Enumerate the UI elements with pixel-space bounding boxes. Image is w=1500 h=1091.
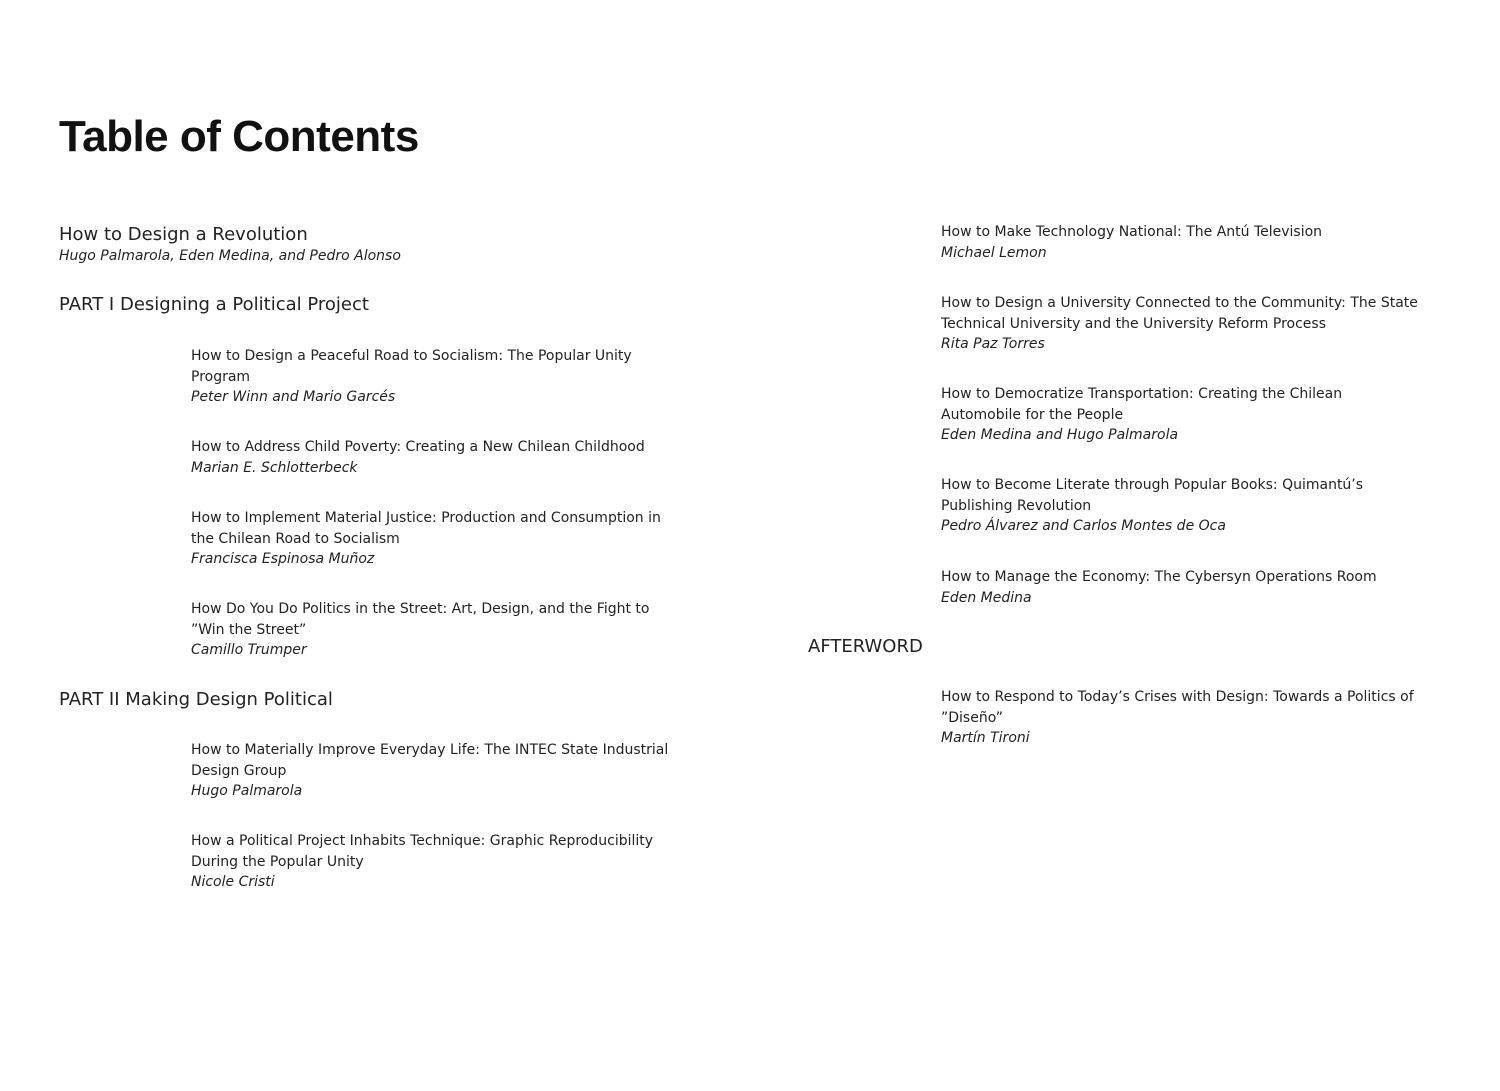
- entry-title-cont: Technical University and the University Reform Process: [941, 315, 1327, 332]
- toc-entry: [191, 508, 711, 570]
- toc-entry: [191, 740, 711, 802]
- entry-authors: Pedro Álvarez and Carlos Montes de Oca: [941, 518, 1226, 534]
- toc-entry: [941, 687, 1461, 749]
- entry-authors: Michael Lemon: [941, 244, 1047, 261]
- entry-title: How a Political Project Inhabits Technique: Graphic Reproducibility: [191, 833, 654, 849]
- afterword-heading: AFTERWORD: [808, 636, 923, 657]
- entry-authors: Eden Medina and Hugo Palmarola: [941, 427, 1179, 443]
- entry-title: How to Become Literate through Popular Books: Quimantú’s: [941, 477, 1364, 493]
- entry-authors: Rita Paz Torres: [941, 336, 1045, 352]
- entry-authors: Nicole Cristi: [191, 874, 275, 890]
- entry-title-cont: the Chilean Road to Socialism: [191, 530, 400, 547]
- toc-entry: [941, 567, 1461, 608]
- entry-title-cont: ”Diseño”: [941, 709, 1004, 726]
- part1-heading: PART I Designing a Political Project: [59, 294, 369, 315]
- entry-authors: Marian E. Schlotterbeck: [191, 459, 358, 476]
- entry-title-cont: Design Group: [191, 762, 287, 779]
- entry-title-cont: Program: [191, 368, 251, 385]
- entry-title-cont: Automobile for the People: [941, 406, 1124, 423]
- entry-title: How to Implement Material Justice: Production and Consumption in: [191, 510, 661, 526]
- entry-authors: Hugo Palmarola: [191, 783, 303, 799]
- intro-authors: Hugo Palmarola, Eden Medina, and Pedro Alonso: [59, 248, 401, 264]
- entry-title: How to Democratize Transportation: Creating the Chilean: [941, 386, 1343, 402]
- entry-title: How to Address Child Poverty: Creating a New Chilean Childhood: [191, 439, 645, 455]
- entry-title-cont: During the Popular Unity: [191, 853, 364, 870]
- entry-title: How to Materially Improve Everyday Life: The INTEC State Industrial: [191, 742, 669, 758]
- entry-authors: Camillo Trumper: [191, 642, 307, 658]
- entry-title: How to Design a University Connected to the Community: The State: [941, 295, 1418, 311]
- entry-title: How to Respond to Today’s Crises with Design: Towards a Politics of: [941, 689, 1414, 705]
- toc-entry: [941, 384, 1461, 446]
- toc-entry: [941, 293, 1461, 355]
- entry-authors: Peter Winn and Mario Garcés: [191, 389, 396, 405]
- entry-title: How to Design a Peaceful Road to Socialism: The Popular Unity: [191, 348, 632, 364]
- page-title: Table of Contents: [59, 112, 419, 161]
- entry-title-cont: Publishing Revolution: [941, 497, 1092, 514]
- entry-title-cont: ”Win the Street”: [191, 621, 307, 638]
- toc-entry: [191, 437, 711, 478]
- entry-title: How to Make Technology National: The Antú Television: [941, 224, 1323, 240]
- part2-heading: PART II Making Design Political: [59, 689, 333, 710]
- toc-entry: [191, 599, 711, 661]
- intro-heading: How to Design a Revolution: [59, 224, 308, 245]
- entry-authors: Francisca Espinosa Muñoz: [191, 551, 375, 567]
- toc-entry: [191, 831, 711, 893]
- entry-title: How Do You Do Politics in the Street: Art, Design, and the Fight to: [191, 601, 650, 617]
- toc-entry: [191, 346, 711, 408]
- entry-authors: Martín Tironi: [941, 730, 1030, 746]
- entry-title: How to Manage the Economy: The Cybersyn Operations Room: [941, 569, 1377, 585]
- entry-authors: Eden Medina: [941, 589, 1032, 606]
- toc-entry: [941, 475, 1461, 537]
- toc-entry: [941, 222, 1461, 263]
